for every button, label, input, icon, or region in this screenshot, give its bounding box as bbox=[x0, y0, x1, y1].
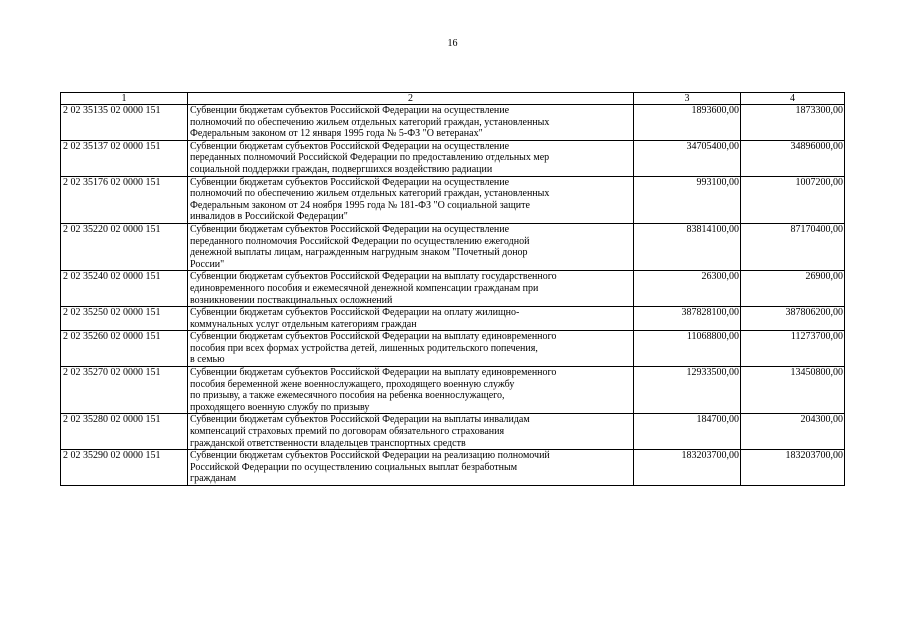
amount-col-3: 11068800,00 bbox=[634, 331, 741, 367]
budget-code: 2 02 35220 02 0000 151 bbox=[61, 223, 188, 270]
column-header: 4 bbox=[741, 93, 845, 105]
row-description: Субвенции бюджетам субъектов Российской Федерации на осуществление полномочий по обеспечению жильем отдельных категорий граждан, установленных Федеральным законом от 12 января 1995 года № 5-ФЗ "О ветеранах" bbox=[188, 105, 634, 141]
table-row bbox=[61, 176, 845, 223]
amount-col-4: 204300,00 bbox=[741, 414, 845, 450]
amount-col-4: 87170400,00 bbox=[741, 223, 845, 270]
amount-col-3: 387828100,00 bbox=[634, 307, 741, 331]
page-number: 16 bbox=[447, 38, 458, 49]
amount-col-4: 387806200,00 bbox=[741, 307, 845, 331]
budget-code: 2 02 35240 02 0000 151 bbox=[61, 271, 188, 307]
budget-code: 2 02 35250 02 0000 151 bbox=[61, 307, 188, 331]
amount-col-4: 1873300,00 bbox=[741, 105, 845, 141]
amount-col-3: 184700,00 bbox=[634, 414, 741, 450]
table-row bbox=[61, 105, 845, 141]
row-description: Субвенции бюджетам субъектов Российской Федерации на выплату единовременного пособия беременной жене военнослужащего, проходящего военную службу по призыву, а также ежемесячного пособия на ребенка военнослужащего, проходящего военную службу по призыву bbox=[188, 367, 634, 414]
amount-col-3: 1893600,00 bbox=[634, 105, 741, 141]
budget-code: 2 02 35176 02 0000 151 bbox=[61, 176, 188, 223]
amount-col-4: 1007200,00 bbox=[741, 176, 845, 223]
row-description: Субвенции бюджетам субъектов Российской Федерации на реализацию полномочий Российской Федерации по осуществлению социальных выплат безработным гражданам bbox=[188, 450, 634, 486]
table-row bbox=[61, 223, 845, 270]
amount-col-4: 183203700,00 bbox=[741, 450, 845, 486]
budget-code: 2 02 35135 02 0000 151 bbox=[61, 105, 188, 141]
budget-code: 2 02 35270 02 0000 151 bbox=[61, 367, 188, 414]
amount-col-4: 13450800,00 bbox=[741, 367, 845, 414]
row-description: Субвенции бюджетам субъектов Российской Федерации на выплату единовременного пособия при всех формах устройства детей, лишенных родительского попечения, в семью bbox=[188, 331, 634, 367]
amount-col-3: 12933500,00 bbox=[634, 367, 741, 414]
amount-col-4: 34896000,00 bbox=[741, 140, 845, 176]
column-header: 3 bbox=[634, 93, 741, 105]
row-description: Субвенции бюджетам субъектов Российской Федерации на оплату жилищно- коммунальных услуг отдельным категориям граждан bbox=[188, 307, 634, 331]
row-description: Субвенции бюджетам субъектов Российской Федерации на осуществление переданного полномочия Российской Федерации по осуществлению ежегодной денежной выплаты лицам, награжденным нагрудным знаком "Почетный донор России" bbox=[188, 223, 634, 270]
row-description: Субвенции бюджетам субъектов Российской Федерации на осуществление полномочий по обеспечению жильем отдельных категорий граждан, установленных Федеральным законом от 24 ноября 1995 года № 181-ФЗ "О социальной защите инвалидов в Российской Федерации" bbox=[188, 176, 634, 223]
amount-col-3: 34705400,00 bbox=[634, 140, 741, 176]
budget-table bbox=[60, 92, 845, 486]
row-description: Субвенции бюджетам субъектов Российской Федерации на выплаты инвалидам компенсаций страховых премий по договорам обязательного страхования гражданской ответственности владельцев транспортных средств bbox=[188, 414, 634, 450]
table-row bbox=[61, 414, 845, 450]
amount-col-3: 183203700,00 bbox=[634, 450, 741, 486]
row-description: Субвенции бюджетам субъектов Российской Федерации на выплату государственного единовременного пособия и ежемесячной денежной компенсации гражданам при возникновении поствакцинальных осложнений bbox=[188, 271, 634, 307]
table-row bbox=[61, 271, 845, 307]
budget-code: 2 02 35260 02 0000 151 bbox=[61, 331, 188, 367]
amount-col-4: 11273700,00 bbox=[741, 331, 845, 367]
header-row bbox=[61, 93, 845, 105]
budget-code: 2 02 35280 02 0000 151 bbox=[61, 414, 188, 450]
table-row bbox=[61, 367, 845, 414]
table-row bbox=[61, 140, 845, 176]
amount-col-3: 83814100,00 bbox=[634, 223, 741, 270]
table-row bbox=[61, 450, 845, 486]
amount-col-3: 993100,00 bbox=[634, 176, 741, 223]
budget-code: 2 02 35137 02 0000 151 bbox=[61, 140, 188, 176]
table-row bbox=[61, 331, 845, 367]
budget-code: 2 02 35290 02 0000 151 bbox=[61, 450, 188, 486]
table-row bbox=[61, 307, 845, 331]
amount-col-3: 26300,00 bbox=[634, 271, 741, 307]
column-header: 1 bbox=[61, 93, 188, 105]
column-header: 2 bbox=[188, 93, 634, 105]
amount-col-4: 26900,00 bbox=[741, 271, 845, 307]
row-description: Субвенции бюджетам субъектов Российской Федерации на осуществление переданных полномочий Российской Федерации по предоставлению отдельных мер социальной поддержки граждан, подвергшихся воздействию радиации bbox=[188, 140, 634, 176]
